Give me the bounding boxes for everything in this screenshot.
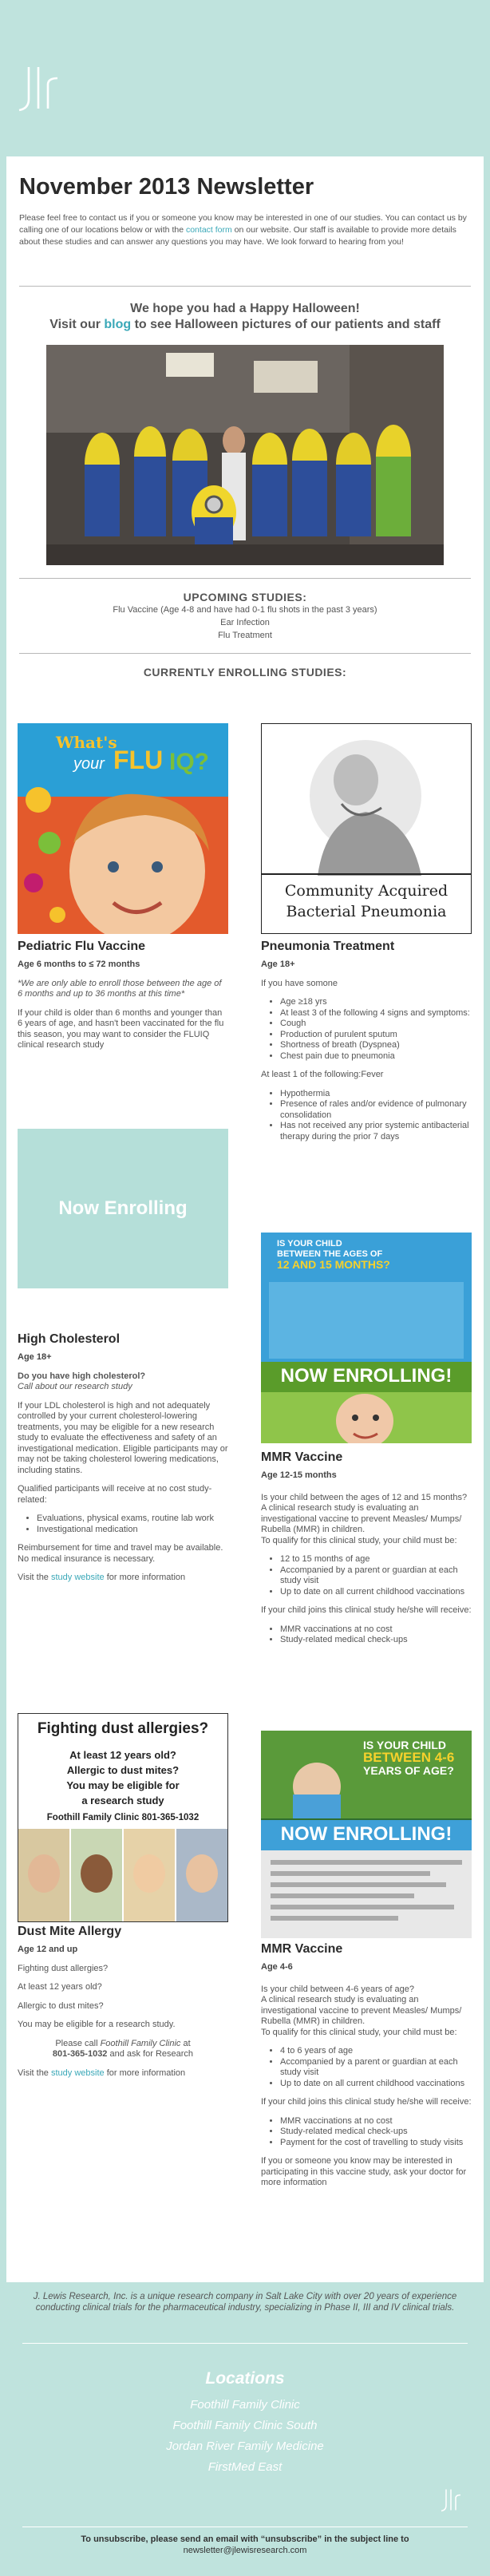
mmr2-requirements [261, 2046, 472, 2089]
list-item: • Cough [280, 1019, 472, 1030]
dust-line: At least 12 years old? [69, 1749, 176, 1761]
pneumonia-criteria-list [261, 997, 472, 1062]
visit-text: Visit the [18, 1573, 51, 1582]
dust-image-photos [18, 1829, 227, 1921]
jlr-logo [14, 64, 62, 113]
dust-p4: You may be eligible for a research study. [18, 2020, 176, 2029]
about-text: is a unique research company in Salt Lake City with over 20 years of experience conducting clinical trials for the pharmaceutical industry, specializing in Phase II, III and IV clinical trials. [35, 2292, 457, 2313]
flu-iq-your: your [73, 755, 105, 773]
mmr1-top-1: IS YOUR CHILD [277, 1239, 342, 1248]
flu-age: Age 6 months to ≤ 72 months [18, 960, 140, 969]
mmr2-top-2: BETWEEN 4-6 [363, 1750, 455, 1765]
pneumonia-card [261, 939, 472, 1150]
cholesterol-body: If your LDL cholesterol is high and not adequately controlled by your current cholesterol-lowering treatments, you may be eligible for a new research study to evaluate the effectiveness and safety of an investigational medication. Eligible participants may or may not be taking cholesterol lowering medications, including statins. [18, 1400, 228, 1475]
upcoming-item: Flu Treatment [218, 631, 272, 640]
cholesterol-visit [18, 1573, 228, 1584]
mmr2-top-1: IS YOUR CHILD [363, 1739, 446, 1751]
mmr-4-6-card [261, 1941, 472, 2197]
halloween-line-1: We hope you had a Happy Halloween! [130, 302, 360, 315]
flu-note: *We are only able to enroll those between the age of 6 months and up to 36 months at this time* [18, 978, 222, 999]
dust-visit [18, 2068, 228, 2079]
location-item: Jordan River Family Medicine [166, 2439, 324, 2453]
pneumonia-title[interactable]: Pneumonia Treatment [261, 940, 395, 953]
dust-title[interactable]: Dust Mite Allergy [18, 1925, 122, 1938]
mmr2-top-3: YEARS OF AGE? [363, 1764, 454, 1777]
mmr1-title[interactable]: MMR Vaccine [261, 1450, 343, 1464]
upcoming-item: Ear Infection [220, 618, 270, 627]
right-border [484, 156, 490, 2282]
intro-paragraph [19, 212, 471, 248]
halloween-photo [46, 345, 444, 565]
mmr1-requirements [261, 1554, 472, 1597]
visit-text-end: for more information [104, 2068, 186, 2078]
pneumonia-age: Age 18+ [261, 960, 295, 969]
upcoming-studies [19, 591, 471, 642]
flu-vaccine-card [18, 939, 228, 1059]
divider [19, 286, 471, 287]
divider [19, 653, 471, 654]
dust-p3: Allergic to dust mites? [18, 2000, 104, 2011]
flu-iq-image[interactable] [18, 723, 228, 934]
pneumonia-followup: At least 1 of the following:Fever [261, 1070, 384, 1079]
visit-text: Visit the [18, 2068, 51, 2078]
dust-p2: At least 12 years old? [18, 1982, 102, 1992]
list-item: • Production of purulent sputum [280, 1030, 472, 1041]
list-item: • Accompanied by a parent or guardian at each study visit [280, 2057, 472, 2079]
cholesterol-benefits: Qualified participants will receive at no cost study-related: [18, 1484, 212, 1505]
list-item: • Investigational medication [37, 1525, 228, 1536]
dust-call-text-2: at [180, 2038, 191, 2048]
list-item: • Evaluations, physical exams, routine lab work [37, 1514, 228, 1525]
list-item: • Chest pain due to pneumonia [280, 1051, 472, 1062]
dust-image-clinic: Foothill Family Clinic 801-365-1032 [46, 1813, 200, 1822]
location-item: FirstMed East [207, 2460, 283, 2474]
halloween-text: Visit our [49, 318, 105, 331]
list-item: • Study-related medical check-ups [280, 1635, 472, 1646]
list-item: • Hypothermia [280, 1089, 472, 1100]
dust-image-lines [18, 1747, 227, 1808]
mmr1-body: Is your child between the ages of 12 and 15 months? A clinical research study is evaluating an investigational vaccine to prevent Measles/ Mumps/ Rubella (MMR) in children. To qualify for this clinical study, your child must be: [261, 1492, 468, 1545]
list-item: • Shortness of breath (Dyspnea) [280, 1040, 472, 1051]
dust-study-link[interactable]: study website [51, 2068, 105, 2078]
pneumonia-image-caption [262, 880, 471, 922]
location-item: Foothill Family Clinic South [172, 2419, 318, 2432]
cholesterol-list [18, 1514, 228, 1535]
list-item: • MMR vaccinations at no cost [280, 2116, 472, 2127]
mmr2-banner: NOW ENROLLING! [280, 1823, 452, 1845]
locations-title: Locations [205, 2369, 285, 2388]
dust-line: a research study [81, 1794, 164, 1806]
location-item: Foothill Family Clinic [190, 2398, 300, 2412]
dust-p1: Fighting dust allergies? [18, 1963, 109, 1973]
divider [19, 578, 471, 579]
cholesterol-call: Call about our research study [18, 1382, 132, 1391]
jlr-logo-icon [14, 64, 62, 113]
unsubscribe-text: To unsubscribe, please send an email with “unsubscribe” in the subject line to [81, 2534, 409, 2544]
blog-link[interactable]: blog [104, 318, 132, 331]
mmr2-body: Is your child between 4-6 years of age? A clinical research study is evaluating an investigational vaccine to prevent Measles/ Mumps/ Rubella (MMR) in children. To qualify for this clinical study, your child must be: [261, 1984, 462, 2037]
list-item: • 4 to 6 years of age [280, 2046, 472, 2057]
dust-mite-card [18, 1924, 228, 2087]
mmr1-banner: NOW ENROLLING! [280, 1365, 452, 1387]
intro-text-2: on our website. Our staff is available to provide more details about these studies and can answer any questions you may have. We look forward to hearing from you! [19, 225, 456, 247]
mmr2-benefits [261, 2116, 472, 2149]
enrolling-heading: CURRENTLY ENROLLING STUDIES: [143, 666, 347, 679]
mmr2-title[interactable]: MMR Vaccine [261, 1942, 343, 1956]
list-item: • Payment for the cost of travelling to study visits [280, 2138, 472, 2149]
flu-title[interactable]: Pediatric Flu Vaccine [18, 940, 146, 953]
header-band [0, 0, 490, 156]
cholesterol-age: Age 18+ [18, 1352, 52, 1362]
mmr-12-15-image[interactable] [261, 1233, 472, 1443]
mmr1-top-3: 12 AND 15 MONTHS? [277, 1258, 390, 1271]
mmr-12-15-headline [277, 1239, 390, 1270]
cholesterol-reimbursement: Reimbursement for time and travel may be available. No medical insurance is necessary. [18, 1543, 223, 1564]
dust-phone[interactable]: 801-365-1032 [52, 2049, 108, 2059]
mmr-4-6-headline [363, 1739, 454, 1777]
mmr1-age: Age 12-15 months [261, 1470, 337, 1480]
pneumonia-criteria-list-2 [261, 1089, 472, 1143]
dust-call-text-3: and ask for Research [107, 2049, 194, 2059]
mmr2-closing: If you or someone you know may be interested in participating in this vaccine study, ask your doctor for more information [261, 2156, 467, 2187]
company-name: J. Lewis Research, Inc. [33, 2292, 128, 2301]
intro-text-1: Please feel free to contact us if you or someone you know may be interested in one of our studies. You can contact us by calling one of our locations below or with the [19, 213, 467, 235]
left-border [0, 156, 6, 2282]
dust-line: You may be eligible for [66, 1779, 180, 1791]
contact-form-link[interactable]: contact form [185, 225, 232, 235]
pneumonia-intro: If you have somone [261, 978, 338, 988]
pneumonia-image[interactable] [261, 723, 472, 934]
dust-line: Allergic to dust mites? [66, 1764, 180, 1776]
now-enrolling-text: Now Enrolling [58, 1197, 188, 1219]
list-item: • Has not received any prior systemic antibacterial therapy during the prior 7 days [280, 1121, 472, 1142]
unsubscribe-email-link[interactable]: newsletter@jlewisresearch.com [183, 2546, 307, 2555]
cholesterol-title[interactable]: High Cholesterol [18, 1332, 121, 1346]
halloween-text-end: to see Halloween pictures of our patients and staff [131, 318, 441, 331]
flu-body: If your child is older than 6 months and younger than 6 years of age, and hasn't been vaccinated for the flu this season, you may want to consider the FLUIQ clinical research study [18, 1007, 224, 1050]
list-item: • MMR vaccinations at no cost [280, 1624, 472, 1636]
list-item: • Accompanied by a parent or guardian at each study visit [280, 1565, 472, 1587]
list-item: • Study-related medical check-ups [280, 2127, 472, 2138]
dust-image-title: Fighting dust allergies? [37, 1720, 209, 1737]
jlr-logo-small-icon [439, 2487, 463, 2514]
mmr-4-6-image[interactable] [261, 1731, 472, 1938]
dust-allergy-image[interactable] [18, 1713, 228, 1922]
dust-clinic: Foothill Family Clinic [100, 2038, 181, 2048]
flu-iq-whats: What's [56, 733, 117, 752]
pneumonia-caption-1: Community Acquired [284, 882, 449, 900]
list-item: • 12 to 15 months of age [280, 1554, 472, 1565]
dust-age: Age 12 and up [18, 1945, 78, 1954]
newsletter-title: November 2013 Newsletter [19, 174, 314, 200]
cholesterol-study-link[interactable]: study website [51, 1573, 105, 1582]
cholesterol-card [18, 1332, 228, 1592]
mmr1-top-2: BETWEEN THE AGES OF [277, 1249, 383, 1259]
flu-iq-flu: FLU [113, 746, 164, 774]
mmr2-age: Age 4-6 [261, 1962, 293, 1972]
halloween-message [19, 301, 471, 333]
list-item: • Up to date on all current childhood vaccinations [280, 2079, 472, 2090]
dust-call-text: Please call [55, 2038, 101, 2048]
mmr2-receive: If your child joins this clinical study he/she will receive: [261, 2097, 472, 2107]
flu-iq-iq: IQ? [169, 749, 209, 775]
halloween-photo-image [46, 345, 444, 565]
mmr1-receive: If your child joins this clinical study he/she will receive: [261, 1605, 472, 1615]
mmr-12-15-card [261, 1450, 472, 1654]
upcoming-item: Flu Vaccine (Age 4-8 and have had 0-1 flu shots in the past 3 years) [113, 605, 377, 615]
unsubscribe-notice [22, 2534, 468, 2556]
cholesterol-question: Do you have high cholesterol? [18, 1371, 146, 1381]
about-company [22, 2291, 468, 2313]
list-item: • Up to date on all current childhood vaccinations [280, 1587, 472, 1598]
list-item: • Age ≥18 yrs [280, 997, 472, 1008]
upcoming-heading: UPCOMING STUDIES: [183, 591, 307, 603]
dust-call [18, 2039, 228, 2060]
now-enrolling-image[interactable] [18, 1129, 228, 1288]
halloween-line-2 [19, 317, 471, 333]
visit-text-end: for more information [104, 1573, 186, 1582]
pneumonia-caption-2: Bacterial Pneumonia [286, 903, 447, 920]
list-item: • Presence of rales and/or evidence of pulmonary consolidation [280, 1099, 472, 1121]
list-item: • At least 3 of the following 4 signs and symptoms: [280, 1008, 472, 1019]
divider [22, 2343, 468, 2344]
mmr1-benefits [261, 1624, 472, 1646]
jlr-logo-small [439, 2487, 463, 2514]
